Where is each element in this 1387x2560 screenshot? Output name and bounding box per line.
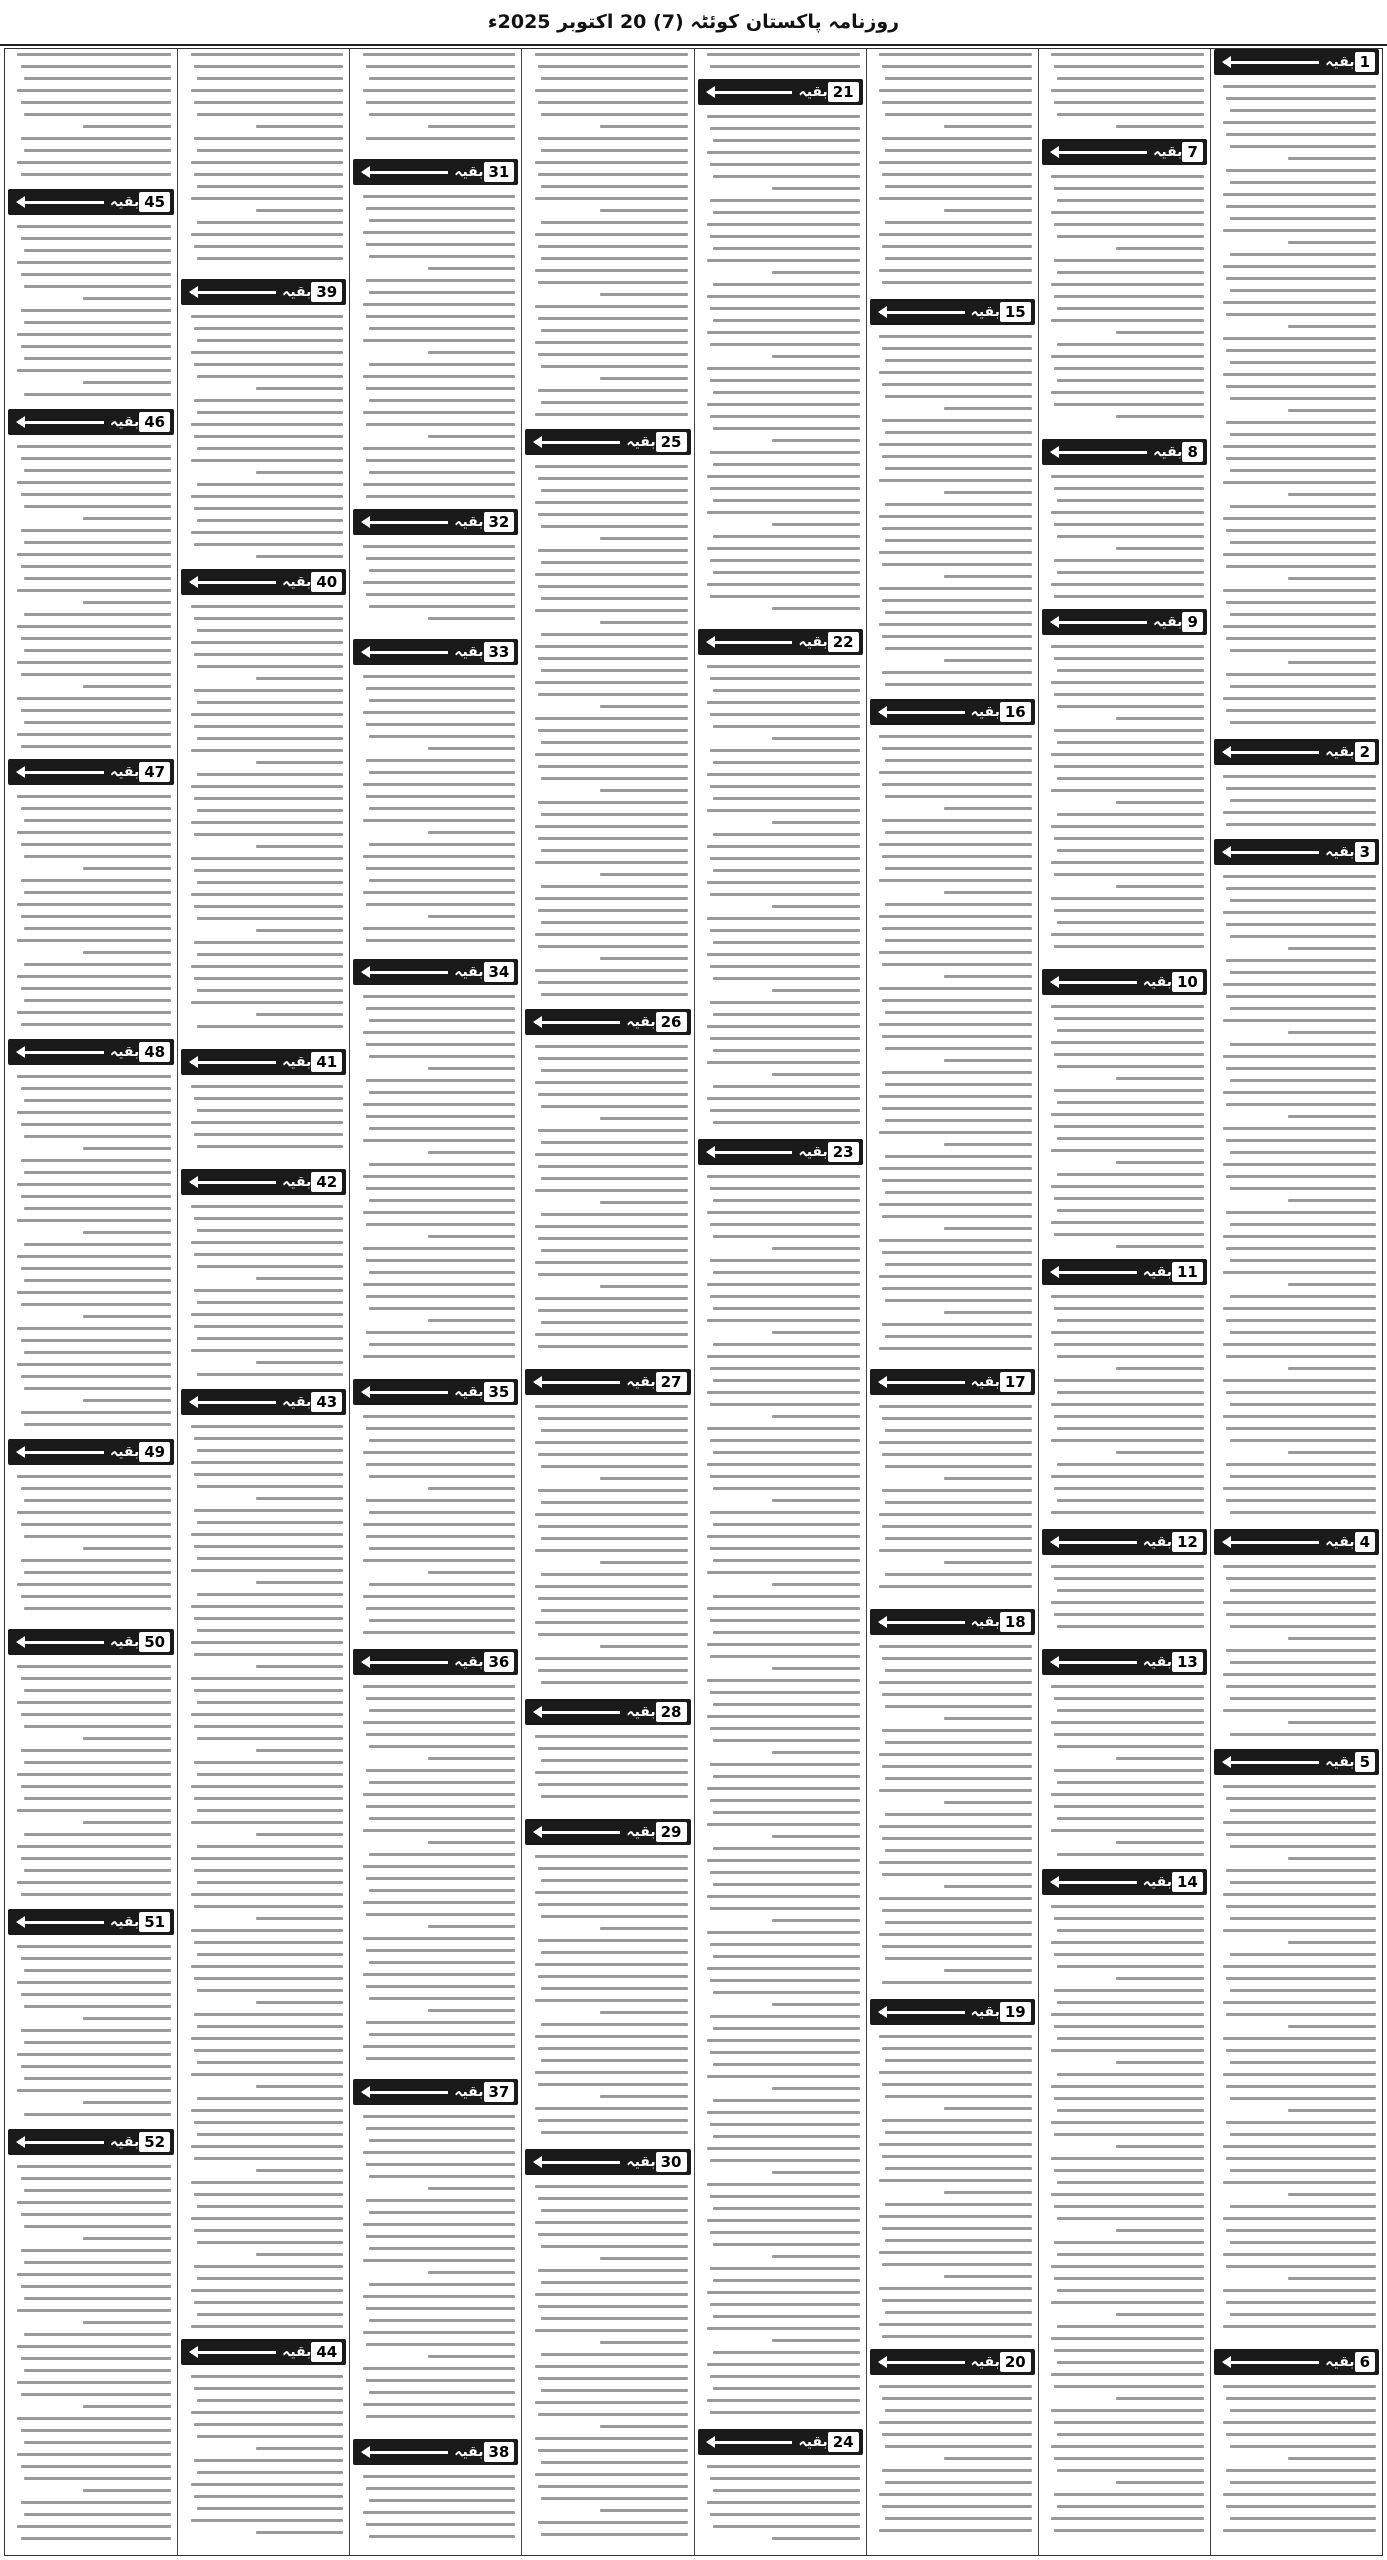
arrow-left-icon	[708, 2441, 793, 2444]
continuation-label: بقیہ	[454, 644, 484, 660]
continuation-label: بقیہ	[970, 2354, 1000, 2370]
continuation-box	[353, 639, 518, 665]
arrow-left-icon	[18, 1451, 104, 1454]
continuation-label: بقیہ	[1325, 1754, 1355, 1770]
arrow-left-icon	[363, 1391, 448, 1394]
article-text-block	[11, 2165, 171, 2549]
continuation-label: بقیہ	[109, 764, 140, 780]
continuation-box	[870, 299, 1035, 325]
continuation-number: 25	[656, 432, 687, 452]
continuation-box	[525, 1699, 690, 1725]
continuation-label: بقیہ	[109, 414, 140, 430]
continuation-number: 40	[311, 572, 342, 592]
continuation-label: بقیہ	[454, 514, 484, 530]
arrow-left-icon	[1224, 61, 1319, 64]
arrow-left-icon	[1052, 451, 1147, 454]
article-text-block	[873, 1405, 1032, 1607]
continuation-box	[1214, 839, 1379, 865]
article-text-block	[873, 735, 1032, 1367]
continuation-number: 39	[311, 282, 342, 302]
article-text-block	[11, 225, 171, 407]
article-text-block	[1045, 1565, 1204, 1647]
arrow-left-icon	[1052, 621, 1147, 624]
continuation-label: بقیہ	[970, 304, 1000, 320]
continuation-label: بقیہ	[1325, 1534, 1355, 1550]
continuation-number: 3	[1355, 842, 1375, 862]
article-text-block	[356, 675, 515, 957]
article-text-block	[1217, 875, 1376, 1527]
continuation-box	[181, 2339, 346, 2365]
continuation-number: 47	[139, 762, 170, 782]
arrow-left-icon	[708, 1151, 793, 1154]
continuation-number: 6	[1355, 2352, 1375, 2372]
article-text-block	[1045, 475, 1204, 607]
continuation-label: بقیہ	[454, 2444, 484, 2460]
continuation-number: 24	[828, 2432, 859, 2452]
article-text-block	[184, 1085, 343, 1167]
article-text-block	[11, 445, 171, 757]
article-text-block	[11, 1945, 171, 2127]
continuation-label: بقیہ	[626, 1374, 656, 1390]
continuation-number: 7	[1182, 142, 1202, 162]
article-text-block	[1045, 53, 1204, 137]
continuation-box	[1042, 1869, 1207, 1895]
article-text-block	[11, 53, 171, 187]
arrow-left-icon	[880, 1381, 965, 1384]
continuation-number: 34	[484, 962, 515, 982]
article-text-block	[356, 53, 515, 157]
continuation-number: 4	[1355, 1532, 1375, 1552]
continuation-label: بقیہ	[1153, 144, 1183, 160]
continuation-box	[1042, 139, 1207, 165]
continuation-number: 26	[656, 1012, 687, 1032]
news-column-2	[1038, 49, 1210, 2555]
continuation-number: 15	[1000, 302, 1031, 322]
continuation-label: بقیہ	[626, 1824, 656, 1840]
article-text-block	[701, 115, 860, 627]
arrow-left-icon	[1224, 1761, 1319, 1764]
continuation-box	[1042, 1649, 1207, 1675]
arrow-left-icon	[1052, 1541, 1137, 1544]
arrow-left-icon	[1052, 1661, 1137, 1664]
continuation-label: بقیہ	[626, 2154, 656, 2170]
continuation-number: 29	[656, 1822, 687, 1842]
continuation-label: بقیہ	[970, 704, 1000, 720]
arrow-left-icon	[363, 971, 448, 974]
continuation-number: 8	[1182, 442, 1202, 462]
arrow-left-icon	[1052, 1881, 1137, 1884]
continuation-label: بقیہ	[1325, 744, 1355, 760]
article-text-block	[11, 1075, 171, 1437]
continuation-box	[1042, 439, 1207, 465]
continuation-label: بقیہ	[1325, 54, 1355, 70]
arrow-left-icon	[18, 1641, 104, 1644]
arrow-left-icon	[535, 1831, 620, 1834]
continuation-label: بقیہ	[109, 194, 140, 210]
continuation-box	[181, 1389, 346, 1415]
continuation-box	[8, 759, 174, 785]
continuation-box	[8, 2129, 174, 2155]
article-text-block	[356, 2115, 515, 2437]
continuation-number: 30	[656, 2152, 687, 2172]
arrow-left-icon	[1052, 151, 1147, 154]
continuation-label: بقیہ	[454, 164, 484, 180]
article-text-block	[356, 1685, 515, 2077]
arrow-left-icon	[18, 201, 104, 204]
continuation-box	[1214, 49, 1379, 75]
news-column-4	[694, 49, 866, 2555]
continuation-label: بقیہ	[798, 634, 828, 650]
article-text-block	[1217, 2385, 1376, 2549]
continuation-box	[870, 2349, 1035, 2375]
continuation-number: 22	[828, 632, 859, 652]
continuation-box	[8, 1039, 174, 1065]
continuation-box	[1214, 739, 1379, 765]
arrow-left-icon	[191, 1401, 276, 1404]
continuation-number: 45	[139, 192, 170, 212]
continuation-number: 43	[311, 1392, 342, 1412]
article-text-block	[528, 1855, 687, 2147]
article-text-block	[701, 53, 860, 77]
continuation-label: بقیہ	[626, 1014, 656, 1030]
arrow-left-icon	[1052, 981, 1137, 984]
article-text-block	[528, 1735, 687, 1817]
continuation-number: 38	[484, 2442, 515, 2462]
continuation-label: بقیہ	[1153, 614, 1183, 630]
continuation-label: بقیہ	[109, 1444, 140, 1460]
continuation-number: 16	[1000, 702, 1031, 722]
arrow-left-icon	[1052, 1271, 1137, 1274]
continuation-box	[698, 2429, 863, 2455]
continuation-number: 11	[1172, 1262, 1203, 1282]
article-text-block	[1045, 1685, 1204, 1867]
arrow-left-icon	[880, 2011, 965, 2014]
article-text-block	[701, 2465, 860, 2549]
arrow-left-icon	[191, 1181, 276, 1184]
article-text-block	[528, 1405, 687, 1697]
article-text-block	[11, 1665, 171, 1907]
article-text-block	[184, 2375, 343, 2549]
continuation-box	[870, 699, 1035, 725]
continuation-number: 17	[1000, 1372, 1031, 1392]
article-text-block	[1217, 775, 1376, 837]
continuation-box	[870, 1999, 1035, 2025]
arrow-left-icon	[708, 641, 793, 644]
article-text-block	[528, 1045, 687, 1367]
continuation-label: بقیہ	[1325, 2354, 1355, 2370]
arrow-left-icon	[880, 1621, 965, 1624]
continuation-box	[353, 959, 518, 985]
news-column-7	[177, 49, 349, 2555]
article-text-block	[1217, 1785, 1376, 2347]
continuation-box	[1042, 609, 1207, 635]
article-text-block	[356, 545, 515, 637]
continuation-number: 41	[311, 1052, 342, 1072]
continuation-number: 2	[1355, 742, 1375, 762]
news-column-3	[866, 49, 1038, 2555]
continuation-number: 9	[1182, 612, 1202, 632]
continuation-label: بقیہ	[970, 1614, 1000, 1630]
arrow-left-icon	[363, 2091, 448, 2094]
continuation-number: 37	[484, 2082, 515, 2102]
arrow-left-icon	[18, 771, 104, 774]
arrow-left-icon	[1224, 751, 1319, 754]
article-text-block	[873, 1645, 1032, 1997]
arrow-left-icon	[880, 711, 965, 714]
continuation-box	[353, 1379, 518, 1405]
article-text-block	[11, 1475, 171, 1627]
arrow-left-icon	[535, 1711, 620, 1714]
continuation-box	[1042, 1529, 1207, 1555]
article-text-block	[528, 465, 687, 1007]
continuation-label: بقیہ	[1325, 844, 1355, 860]
continuation-box	[353, 159, 518, 185]
continuation-box	[1042, 969, 1207, 995]
continuation-number: 5	[1355, 1752, 1375, 1772]
continuation-label: بقیہ	[626, 1704, 656, 1720]
continuation-number: 20	[1000, 2352, 1031, 2372]
continuation-number: 46	[139, 412, 170, 432]
arrow-left-icon	[1224, 1541, 1319, 1544]
article-text-block	[184, 1425, 343, 2337]
article-text-block	[184, 605, 343, 1047]
arrow-left-icon	[18, 2141, 104, 2144]
continuation-label: بقیہ	[282, 574, 312, 590]
continuation-box	[525, 1009, 690, 1035]
continuation-number: 19	[1000, 2002, 1031, 2022]
article-text-block	[11, 795, 171, 1037]
news-column-5	[521, 49, 693, 2555]
continuation-number: 27	[656, 1372, 687, 1392]
news-column-1	[1210, 49, 1382, 2555]
continuation-label: بقیہ	[970, 1374, 1000, 1390]
arrow-left-icon	[191, 1061, 276, 1064]
arrow-left-icon	[708, 91, 793, 94]
continuation-box	[8, 409, 174, 435]
news-column-8	[5, 49, 177, 2555]
continuation-label: بقیہ	[1142, 1534, 1172, 1550]
continuation-box	[525, 429, 690, 455]
continuation-box	[1214, 2349, 1379, 2375]
arrow-left-icon	[18, 421, 104, 424]
article-text-block	[1045, 175, 1204, 437]
continuation-box	[1042, 1259, 1207, 1285]
article-text-block	[184, 315, 343, 567]
continuation-box	[1214, 1749, 1379, 1775]
continuation-label: بقیہ	[282, 1054, 312, 1070]
newspaper-page	[4, 48, 1383, 2556]
continuation-box	[181, 1049, 346, 1075]
continuation-label: بقیہ	[282, 2344, 312, 2360]
continuation-label: بقیہ	[454, 964, 484, 980]
continuation-label: بقیہ	[282, 284, 312, 300]
arrow-left-icon	[363, 171, 448, 174]
article-text-block	[873, 53, 1032, 297]
continuation-label: بقیہ	[798, 84, 828, 100]
continuation-label: بقیہ	[109, 1044, 140, 1060]
continuation-box	[353, 509, 518, 535]
article-text-block	[1045, 1905, 1204, 2549]
article-text-block	[356, 1415, 515, 1647]
continuation-box	[181, 1169, 346, 1195]
continuation-box	[8, 1909, 174, 1935]
continuation-label: بقیہ	[109, 2134, 140, 2150]
arrow-left-icon	[535, 1021, 620, 1024]
continuation-label: بقیہ	[1153, 444, 1183, 460]
arrow-left-icon	[535, 441, 620, 444]
arrow-left-icon	[191, 581, 276, 584]
continuation-label: بقیہ	[109, 1914, 140, 1930]
continuation-label: بقیہ	[282, 1174, 312, 1190]
continuation-box	[698, 1139, 863, 1165]
continuation-label: بقیہ	[798, 2434, 828, 2450]
continuation-number: 32	[484, 512, 515, 532]
arrow-left-icon	[363, 521, 448, 524]
page-title: روزنامہ پاکستان کوئٹہ (7) 20 اکتوبر 2025ء	[487, 11, 900, 33]
continuation-number: 31	[484, 162, 515, 182]
article-text-block	[701, 665, 860, 1137]
continuation-number: 10	[1172, 972, 1203, 992]
continuation-number: 1	[1355, 52, 1375, 72]
article-text-block	[356, 195, 515, 507]
article-text-block	[356, 995, 515, 1377]
continuation-box	[870, 1609, 1035, 1635]
continuation-box	[1214, 1529, 1379, 1555]
article-text-block	[1045, 1295, 1204, 1527]
arrow-left-icon	[363, 2451, 448, 2454]
continuation-box	[525, 1369, 690, 1395]
continuation-number: 23	[828, 1142, 859, 1162]
arrow-left-icon	[191, 2351, 276, 2354]
continuation-number: 28	[656, 1702, 687, 1722]
continuation-number: 50	[139, 1632, 170, 1652]
article-text-block	[701, 1175, 860, 2427]
continuation-box	[353, 1649, 518, 1675]
newspaper-header	[0, 0, 1387, 46]
arrow-left-icon	[535, 2161, 620, 2164]
continuation-number: 14	[1172, 1872, 1203, 1892]
arrow-left-icon	[880, 311, 965, 314]
continuation-label: بقیہ	[454, 1384, 484, 1400]
arrow-left-icon	[18, 1051, 104, 1054]
continuation-number: 33	[484, 642, 515, 662]
article-text-block	[528, 53, 687, 427]
article-text-block	[873, 2385, 1032, 2549]
news-column-6	[349, 49, 521, 2555]
continuation-box	[8, 189, 174, 215]
continuation-box	[698, 629, 863, 655]
article-text-block	[1217, 1565, 1376, 1747]
arrow-left-icon	[363, 1661, 448, 1664]
arrow-left-icon	[363, 651, 448, 654]
continuation-box	[353, 2079, 518, 2105]
article-text-block	[356, 2475, 515, 2549]
continuation-number: 21	[828, 82, 859, 102]
article-text-block	[528, 2185, 687, 2549]
continuation-box	[525, 2149, 690, 2175]
continuation-label: بقیہ	[454, 2084, 484, 2100]
continuation-box	[8, 1629, 174, 1655]
article-text-block	[1045, 1005, 1204, 1257]
continuation-label: بقیہ	[626, 434, 656, 450]
continuation-box	[181, 569, 346, 595]
continuation-number: 18	[1000, 1612, 1031, 1632]
continuation-box	[698, 79, 863, 105]
continuation-number: 35	[484, 1382, 515, 1402]
continuation-number: 36	[484, 1652, 515, 1672]
continuation-number: 48	[139, 1042, 170, 1062]
continuation-number: 52	[139, 2132, 170, 2152]
continuation-box	[353, 2439, 518, 2465]
continuation-number: 42	[311, 1172, 342, 1192]
continuation-label: بقیہ	[1142, 1264, 1172, 1280]
arrow-left-icon	[1224, 2361, 1319, 2364]
continuation-label: بقیہ	[454, 1654, 484, 1670]
continuation-label: بقیہ	[1142, 1654, 1172, 1670]
continuation-box	[181, 279, 346, 305]
continuation-label: بقیہ	[970, 2004, 1000, 2020]
arrow-left-icon	[880, 2361, 965, 2364]
article-text-block	[873, 2035, 1032, 2347]
continuation-number: 12	[1172, 1532, 1203, 1552]
continuation-label: بقیہ	[109, 1634, 140, 1650]
continuation-number: 51	[139, 1912, 170, 1932]
continuation-number: 49	[139, 1442, 170, 1462]
arrow-left-icon	[191, 291, 276, 294]
article-text-block	[1045, 645, 1204, 967]
article-text-block	[1217, 85, 1376, 737]
continuation-label: بقیہ	[798, 1144, 828, 1160]
arrow-left-icon	[535, 1381, 620, 1384]
continuation-box	[525, 1819, 690, 1845]
continuation-number: 44	[311, 2342, 342, 2362]
article-text-block	[873, 335, 1032, 697]
continuation-label: بقیہ	[282, 1394, 312, 1410]
continuation-box	[8, 1439, 174, 1465]
article-text-block	[184, 1205, 343, 1387]
continuation-label: بقیہ	[1142, 1874, 1172, 1890]
arrow-left-icon	[18, 1921, 104, 1924]
article-text-block	[184, 53, 343, 277]
continuation-box	[870, 1369, 1035, 1395]
continuation-number: 13	[1172, 1652, 1203, 1672]
arrow-left-icon	[1224, 851, 1319, 854]
continuation-label: بقیہ	[1142, 974, 1172, 990]
